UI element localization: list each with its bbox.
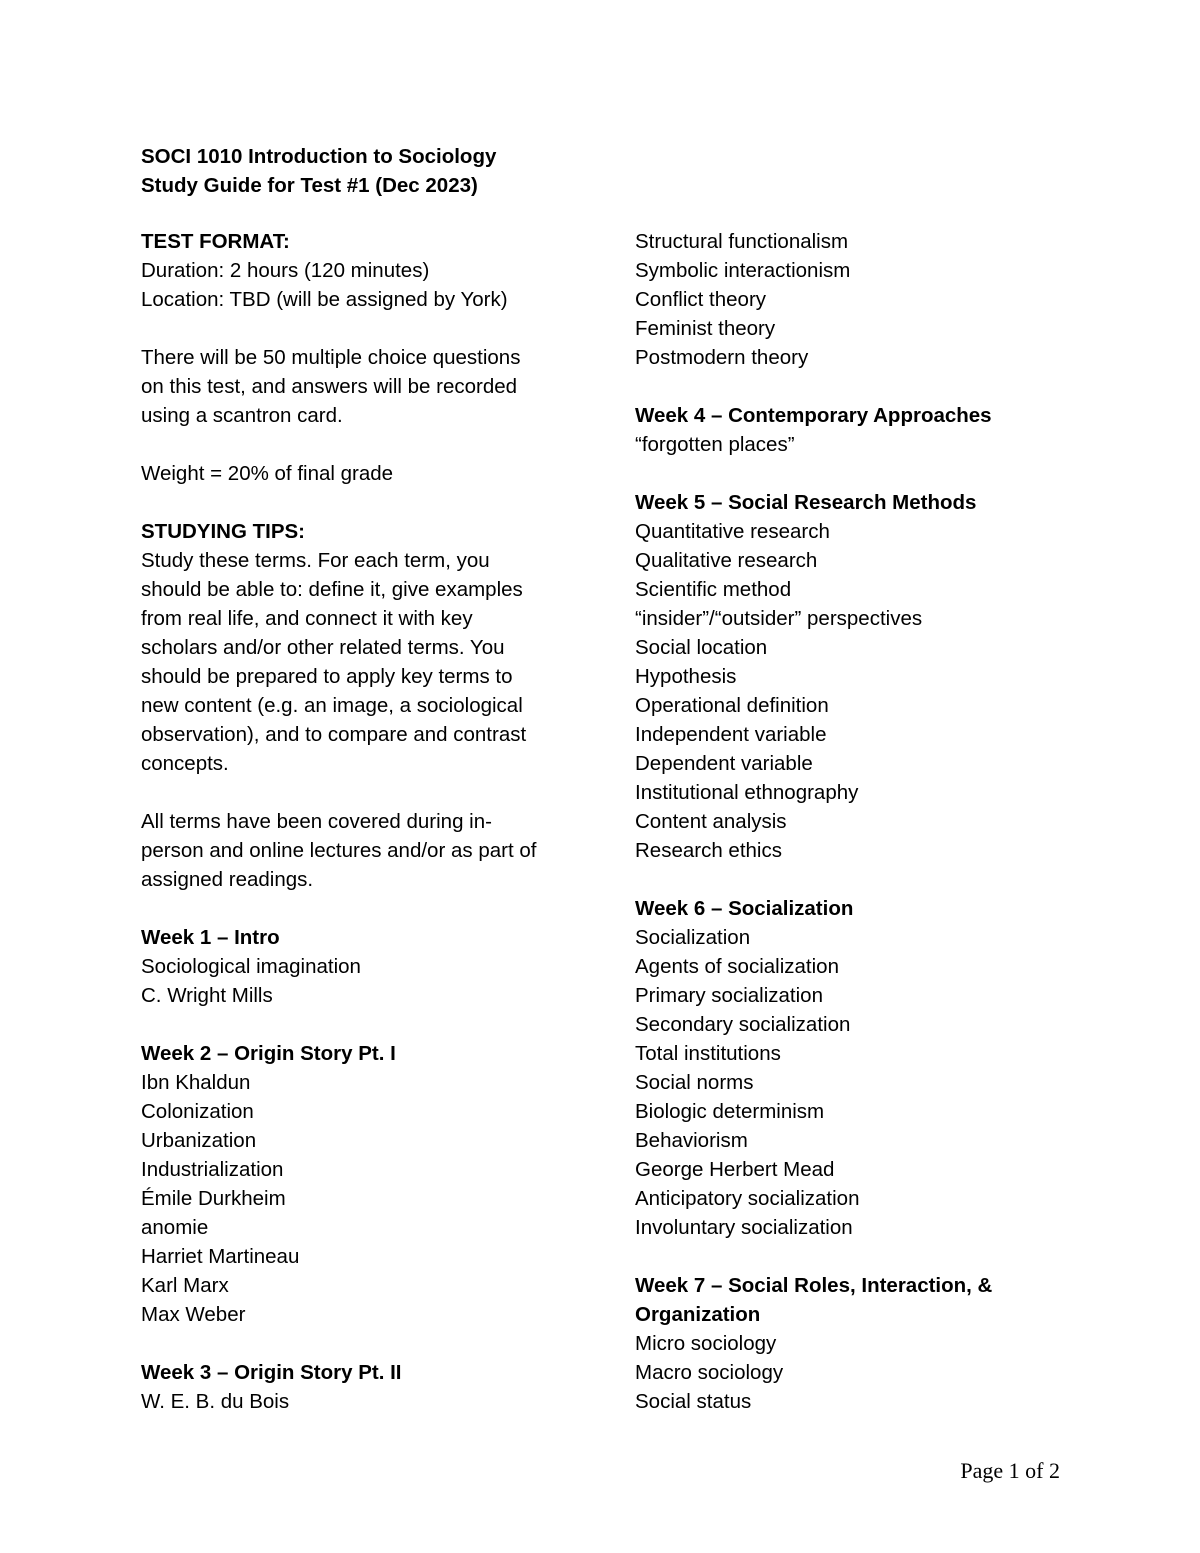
left-column-line: from real life, and connect it with key <box>141 607 473 630</box>
right-column-line: Feminist theory <box>635 317 776 340</box>
left-column-line: should be prepared to apply key terms to <box>141 665 513 688</box>
left-column-line: Location: TBD (will be assigned by York) <box>141 288 508 311</box>
right-column-line: Postmodern theory <box>635 346 809 369</box>
left-column-line: Émile Durkheim <box>141 1187 286 1210</box>
right-column-line: Institutional ethnography <box>635 781 859 804</box>
left-column-heading: STUDYING TIPS: <box>141 520 306 543</box>
left-column-line: Harriet Martineau <box>141 1245 300 1268</box>
course-title: SOCI 1010 Introduction to Sociology <box>141 145 497 168</box>
right-column-line: “forgotten places” <box>635 433 795 456</box>
right-column-line: Biologic determinism <box>635 1100 825 1123</box>
left-column-line: All terms have been covered during in- <box>141 810 492 833</box>
right-column-line: Research ethics <box>635 839 782 862</box>
right-column-line: Scientific method <box>635 578 792 601</box>
guide-title: Study Guide for Test #1 (Dec 2023) <box>141 174 478 197</box>
left-column-line: Colonization <box>141 1100 254 1123</box>
left-column-line: There will be 50 multiple choice questions <box>141 346 521 369</box>
right-column-line: Secondary socialization <box>635 1013 851 1036</box>
spacer <box>141 430 601 459</box>
left-column-heading: TEST FORMAT: <box>141 230 290 253</box>
left-column-line: Max Weber <box>141 1303 246 1326</box>
right-column-line: Conflict theory <box>635 288 767 311</box>
right-column-line: Macro sociology <box>635 1361 784 1384</box>
left-column-heading: Week 2 – Origin Story Pt. I <box>141 1042 396 1065</box>
right-column-line: Quantitative research <box>635 520 830 543</box>
left-column-line: Karl Marx <box>141 1274 229 1297</box>
spacer <box>141 778 601 807</box>
right-column-line: Micro sociology <box>635 1332 777 1355</box>
right-column-heading: Week 4 – Contemporary Approaches <box>635 404 992 427</box>
left-column-heading: Week 3 – Origin Story Pt. II <box>141 1361 402 1384</box>
left-column-heading: Week 1 – Intro <box>141 926 280 949</box>
right-column-line: Qualitative research <box>635 549 818 572</box>
left-column-line: Ibn Khaldun <box>141 1071 251 1094</box>
right-column-line: George Herbert Mead <box>635 1158 835 1181</box>
right-column-heading: Week 5 – Social Research Methods <box>635 491 977 514</box>
spacer <box>141 894 601 923</box>
page-number: Page 1 of 2 <box>960 1458 1060 1483</box>
left-column-line: on this test, and answers will be recorded <box>141 375 518 398</box>
left-column-line: Study these terms. For each term, you <box>141 549 490 572</box>
spacer <box>141 1329 601 1358</box>
right-column-line: Primary socialization <box>635 984 823 1007</box>
document-header <box>141 142 601 200</box>
spacer <box>635 865 1095 894</box>
right-column-line: Social norms <box>635 1071 754 1094</box>
right-column-line: Symbolic interactionism <box>635 259 851 282</box>
left-column-line: concepts. <box>141 752 229 775</box>
spacer <box>141 314 601 343</box>
spacer <box>635 1242 1095 1271</box>
left-column-line: assigned readings. <box>141 868 314 891</box>
right-column-line: Dependent variable <box>635 752 813 775</box>
right-column-line: Socialization <box>635 926 751 949</box>
right-column-line: Social location <box>635 636 768 659</box>
right-column-line: “insider”/“outsider” perspectives <box>635 607 923 630</box>
left-column-line: W. E. B. du Bois <box>141 1390 290 1413</box>
spacer <box>141 488 601 517</box>
right-column-heading: Week 7 – Social Roles, Interaction, & <box>635 1274 993 1297</box>
left-column-line: Weight = 20% of final grade <box>141 462 394 485</box>
left-column-line: C. Wright Mills <box>141 984 273 1007</box>
spacer <box>635 372 1095 401</box>
left-column-line: Urbanization <box>141 1129 257 1152</box>
right-column-line: Hypothesis <box>635 665 737 688</box>
right-column-line: Operational definition <box>635 694 829 717</box>
left-column-line: observation), and to compare and contrast <box>141 723 527 746</box>
right-column <box>635 227 1095 1416</box>
right-column-heading: Week 6 – Socialization <box>635 897 854 920</box>
right-column-line: Content analysis <box>635 810 787 833</box>
left-column-line: Industrialization <box>141 1158 284 1181</box>
left-column-line: scholars and/or other related terms. You <box>141 636 505 659</box>
spacer <box>141 1010 601 1039</box>
left-column-line: Duration: 2 hours (120 minutes) <box>141 259 430 282</box>
left-column-line: person and online lectures and/or as part of <box>141 839 537 862</box>
right-column-line: Agents of socialization <box>635 955 839 978</box>
right-column-heading: Organization <box>635 1303 761 1326</box>
left-column-line: anomie <box>141 1216 209 1239</box>
right-column-line: Social status <box>635 1390 752 1413</box>
right-column-line: Structural functionalism <box>635 230 849 253</box>
right-column-line: Involuntary socialization <box>635 1216 853 1239</box>
left-column <box>141 227 601 1416</box>
left-column-line: new content (e.g. an image, a sociological <box>141 694 523 717</box>
right-column-line: Anticipatory socialization <box>635 1187 860 1210</box>
right-column-line: Total institutions <box>635 1042 781 1065</box>
left-column-line: Sociological imagination <box>141 955 361 978</box>
right-column-line: Independent variable <box>635 723 827 746</box>
left-column-line: should be able to: define it, give examples <box>141 578 523 601</box>
left-column-line: using a scantron card. <box>141 404 343 427</box>
right-column-line: Behaviorism <box>635 1129 748 1152</box>
spacer <box>635 459 1095 488</box>
